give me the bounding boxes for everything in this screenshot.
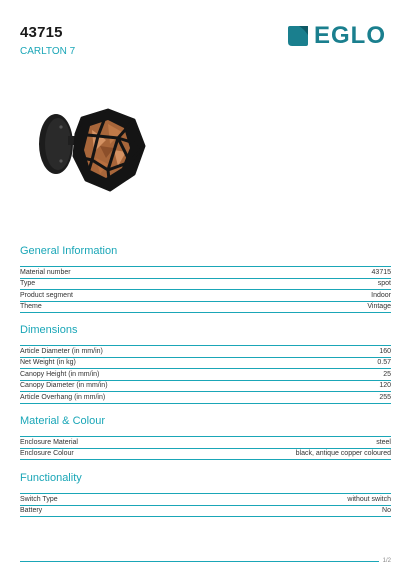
table-row xyxy=(20,267,391,279)
spec-table xyxy=(20,266,391,313)
section-title: Functionality xyxy=(20,472,82,484)
row-value: 160 xyxy=(379,347,391,355)
brand-logo xyxy=(288,22,387,49)
row-label: Type xyxy=(20,280,36,288)
section-title: Material & Colour xyxy=(20,415,105,427)
table-row xyxy=(20,358,391,370)
brand-name: EGLO xyxy=(314,22,387,49)
row-label: Material number xyxy=(20,268,71,276)
row-label: Product segment xyxy=(20,291,73,299)
row-value: 25 xyxy=(383,370,391,378)
table-row xyxy=(20,449,391,461)
row-value: Indoor xyxy=(371,291,391,299)
row-label: Switch Type xyxy=(20,495,58,503)
row-value: No xyxy=(382,507,391,515)
row-label: Article Overhang (in mm/in) xyxy=(20,393,106,401)
row-value: black, antique copper coloured xyxy=(295,450,391,458)
section-general-information xyxy=(20,244,391,313)
brand-logo-icon xyxy=(288,26,308,46)
section-functionality xyxy=(20,471,391,517)
section-title: General Information xyxy=(20,245,118,257)
table-row xyxy=(20,381,391,393)
product-number: 43715 xyxy=(20,24,63,41)
table-row xyxy=(20,392,391,404)
page-footer xyxy=(20,556,391,566)
section-dimensions xyxy=(20,323,391,404)
page-number: 1/2 xyxy=(382,558,391,564)
row-label: Canopy Diameter (in mm/in) xyxy=(20,382,108,390)
row-value: spot xyxy=(377,280,391,288)
table-row xyxy=(20,369,391,381)
row-label: Battery xyxy=(20,507,43,515)
row-label: Net Weight (in kg) xyxy=(20,359,76,367)
table-row xyxy=(20,346,391,358)
row-value: Vintage xyxy=(367,303,391,311)
spec-table xyxy=(20,493,391,517)
footer-divider xyxy=(20,561,379,562)
row-value: without switch xyxy=(347,495,391,503)
row-value: steel xyxy=(376,438,391,446)
spec-table xyxy=(20,436,391,460)
table-row xyxy=(20,437,391,449)
row-label: Enclosure Material xyxy=(20,438,78,446)
row-label: Enclosure Colour xyxy=(20,450,74,458)
row-value: 255 xyxy=(379,393,391,401)
table-row xyxy=(20,279,391,291)
table-row xyxy=(20,302,391,314)
row-value: 43715 xyxy=(371,268,391,276)
section-title: Dimensions xyxy=(20,324,78,336)
product-image xyxy=(34,100,152,208)
spec-table xyxy=(20,345,391,404)
product-header xyxy=(20,24,75,58)
row-label: Theme xyxy=(20,303,42,311)
row-value: 0.57 xyxy=(377,359,391,367)
row-label: Canopy Height (in mm/in) xyxy=(20,370,100,378)
table-row xyxy=(20,290,391,302)
table-row xyxy=(20,506,391,518)
product-name: CARLTON 7 xyxy=(20,46,76,57)
section-material-colour xyxy=(20,414,391,460)
row-value: 120 xyxy=(379,382,391,390)
row-label: Article Diameter (in mm/in) xyxy=(20,347,103,355)
table-row xyxy=(20,494,391,506)
